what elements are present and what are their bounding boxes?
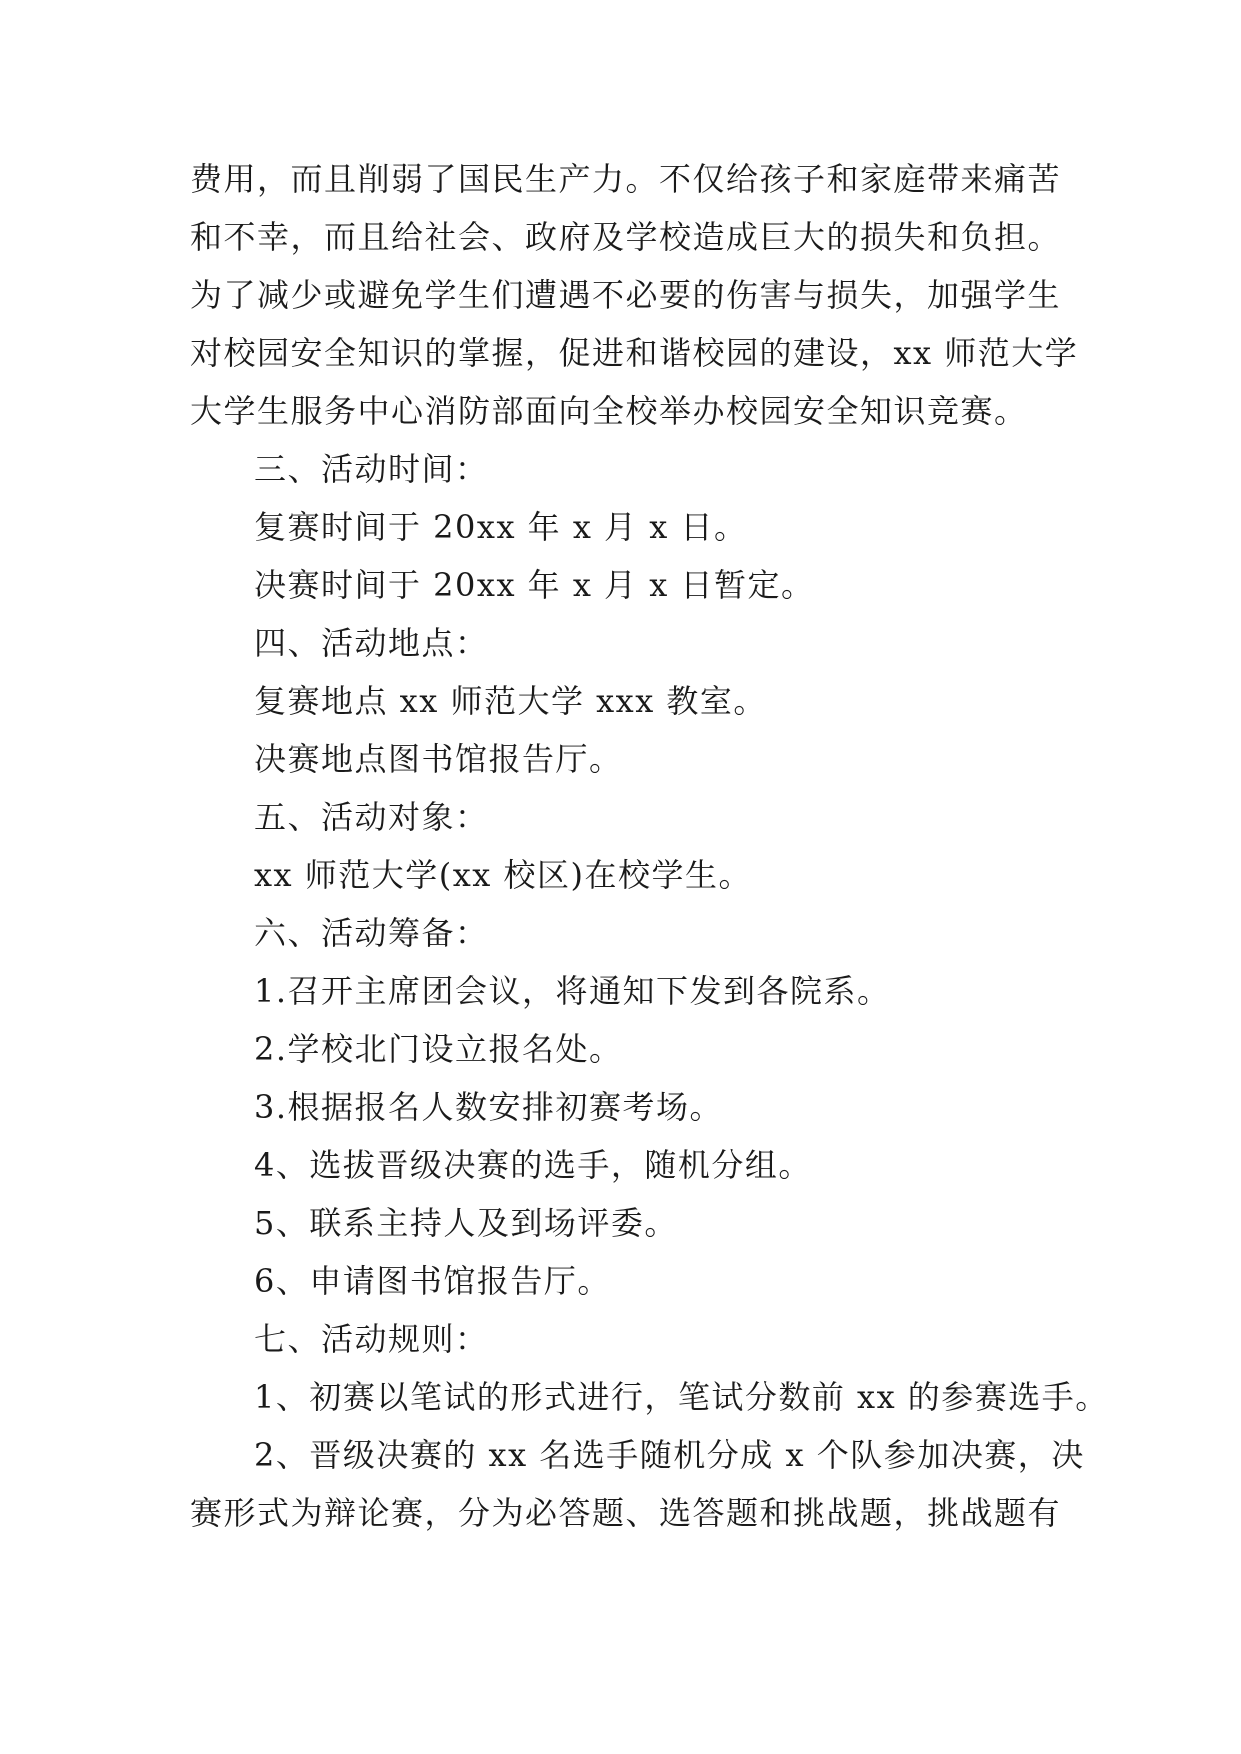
list-item: 1、初赛以笔试的形式进行，笔试分数前 xx 的参赛选手。 [254, 1378, 1109, 1416]
paragraph-line: 决赛时间于 20xx 年 x 月 x 日暂定。 [254, 566, 815, 604]
paragraph-line: 大学生服务中心消防部面向全校举办校园安全知识竞赛。 [190, 392, 1028, 430]
list-item: 1.召开主席团会议，将通知下发到各院系。 [254, 972, 891, 1010]
list-item: 5、联系主持人及到场评委。 [254, 1204, 678, 1242]
list-item: 3.根据报名人数安排初赛考场。 [254, 1088, 724, 1126]
section-heading: 七、活动规则： [254, 1320, 489, 1358]
paragraph-line: xx 师范大学(xx 校区)在校学生。 [254, 856, 753, 894]
list-item: 4、选拔晋级决赛的选手，随机分组。 [254, 1146, 812, 1184]
paragraph-line: 决赛地点图书馆报告厅。 [254, 740, 623, 778]
paragraph-line: 和不幸，而且给社会、政府及学校造成巨大的损失和负担。 [190, 218, 1062, 256]
list-item: 6、申请图书馆报告厅。 [254, 1262, 611, 1300]
list-item: 2.学校北门设立报名处。 [254, 1030, 623, 1068]
paragraph-line: 为了减少或避免学生们遭遇不必要的伤害与损失，加强学生 [190, 276, 1062, 314]
list-item: 2、晋级决赛的 xx 名选手随机分成 x 个队参加决赛，决 [254, 1436, 1085, 1474]
section-heading: 三、活动时间： [254, 450, 489, 488]
paragraph-line: 赛形式为辩论赛，分为必答题、选答题和挑战题，挑战题有 [190, 1494, 1062, 1532]
paragraph-line: 复赛时间于 20xx 年 x 月 x 日。 [254, 508, 748, 546]
section-heading: 五、活动对象： [254, 798, 489, 836]
paragraph-line: 费用，而且削弱了国民生产力。不仅给孩子和家庭带来痛苦 [190, 160, 1062, 198]
section-heading: 四、活动地点： [254, 624, 489, 662]
section-heading: 六、活动筹备： [254, 914, 489, 952]
paragraph-line: 对校园安全知识的掌握，促进和谐校园的建设，xx 师范大学 [190, 334, 1079, 372]
document-body [190, 150, 1109, 1542]
paragraph-line: 复赛地点 xx 师范大学 xxx 教室。 [254, 682, 767, 720]
